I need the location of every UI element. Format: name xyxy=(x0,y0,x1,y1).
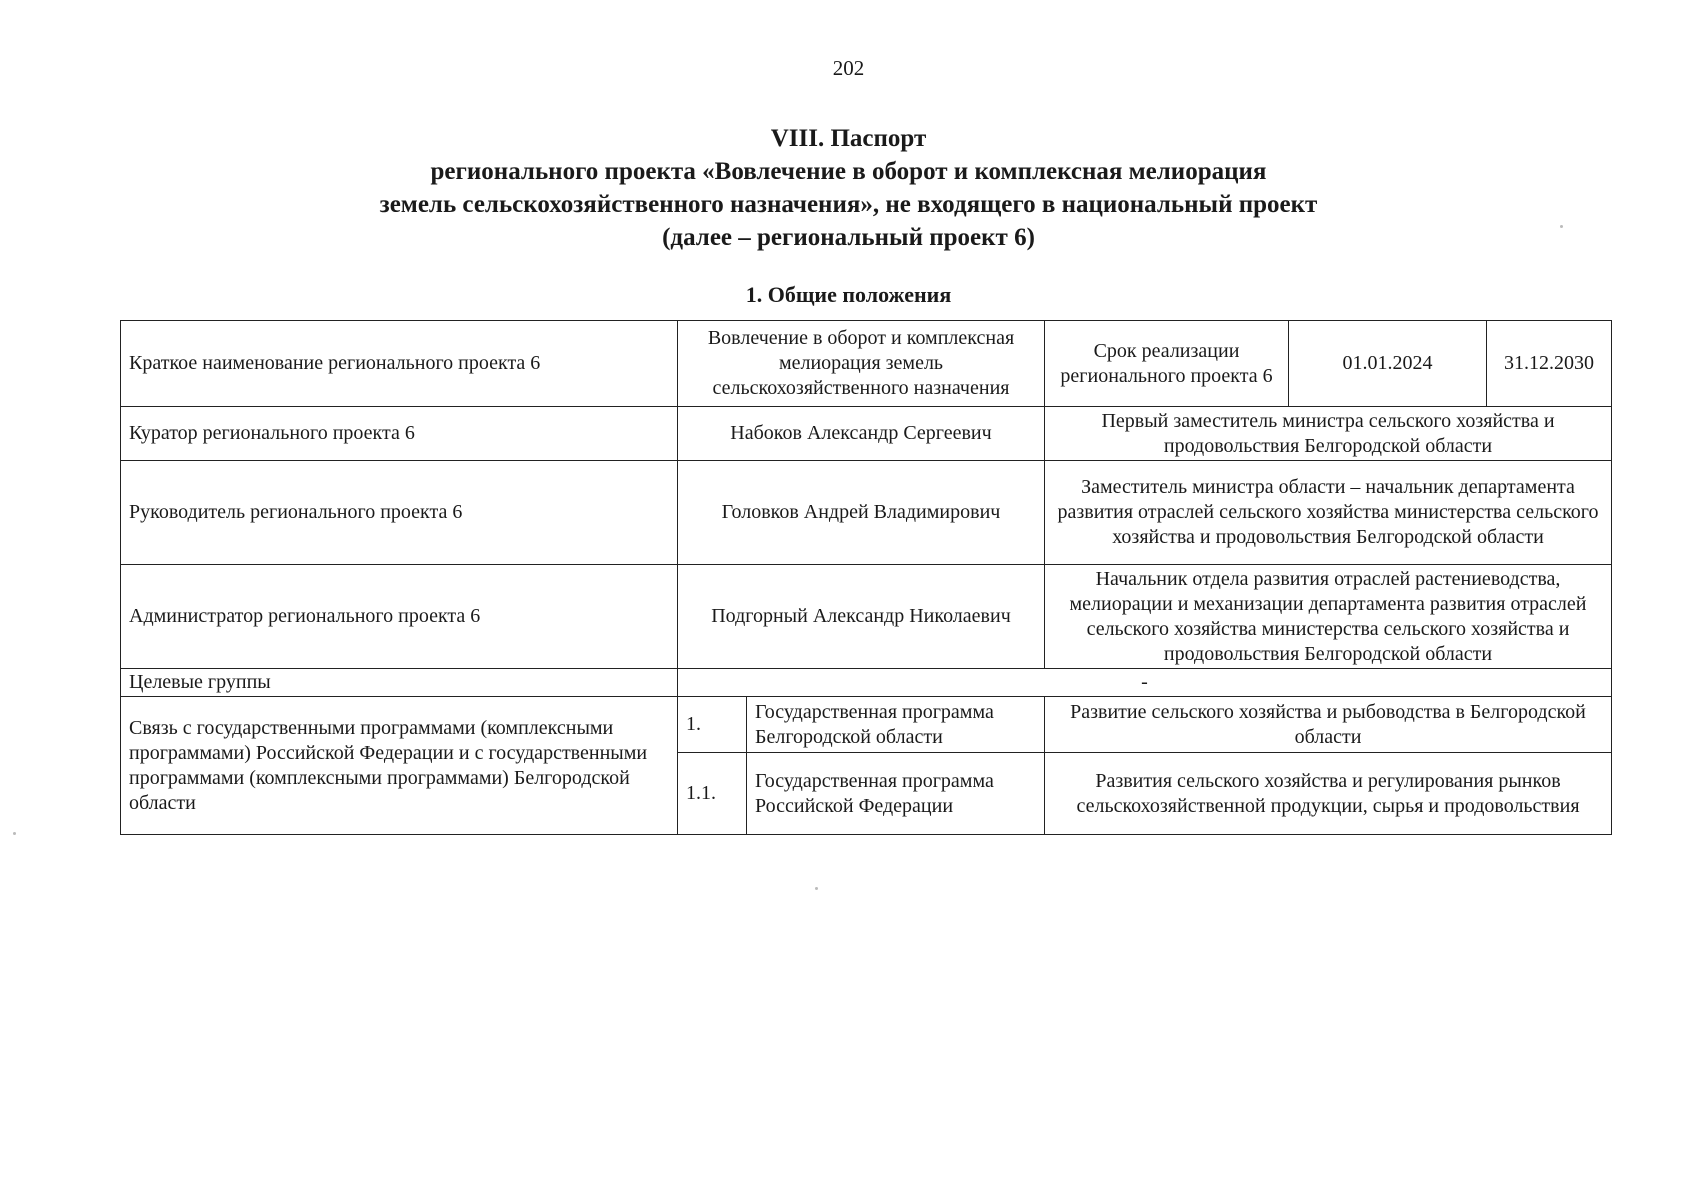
scan-speck xyxy=(815,887,818,890)
page-number: 202 xyxy=(832,56,865,80)
term-label: Срок реализации регионального проекта 6 xyxy=(1045,321,1289,407)
passport-table xyxy=(120,320,1612,835)
target-groups-label: Целевые группы xyxy=(121,669,678,697)
program-type: Государственная программа Российской Федерации xyxy=(747,753,1045,835)
table-row-curator xyxy=(121,407,1612,461)
short-name-value: Вовлечение в оборот и комплексная мелиорация земель сельскохозяйственного назначения xyxy=(678,321,1045,407)
curator-label: Куратор регионального проекта 6 xyxy=(121,407,678,461)
scan-speck xyxy=(13,832,16,835)
table-row-program-link xyxy=(121,697,1612,753)
program-type: Государственная программа Белгородской области xyxy=(747,697,1045,753)
start-date: 01.01.2024 xyxy=(1289,321,1487,407)
program-number: 1. xyxy=(678,697,747,753)
section-heading: 1. Общие положения xyxy=(745,282,952,307)
target-groups-value: - xyxy=(678,669,1612,697)
title-line-3: земель сельскохозяйственного назначения», не входящего в национальный проект xyxy=(379,191,1318,218)
table-row-administrator xyxy=(121,565,1612,669)
curator-position: Первый заместитель министра сельского хозяйства и продовольствия Белгородской области xyxy=(1045,407,1612,461)
curator-name: Набоков Александр Сергеевич xyxy=(678,407,1045,461)
head-position: Заместитель министра области – начальник департамента развития отраслей сельского хозяйства министерства сельского хозяйства и продовольствия Белгородской области xyxy=(1045,461,1612,565)
document-title xyxy=(0,122,1697,254)
title-line-4: (далее – региональный проект 6) xyxy=(662,224,1035,251)
table-row-short-name xyxy=(121,321,1612,407)
title-line-2: регионального проекта «Вовлечение в оборот и комплексная мелиорация xyxy=(430,158,1267,185)
head-name: Головков Андрей Владимирович xyxy=(678,461,1045,565)
administrator-position: Начальник отдела развития отраслей растениеводства, мелиорации и механизации департамента развития отраслей сельского хозяйства министерства сельского хозяйства и продовольствия Белгородской области xyxy=(1045,565,1612,669)
table-row-head xyxy=(121,461,1612,565)
program-name: Развития сельского хозяйства и регулирования рынков сельскохозяйственной продукции, сырья и продовольствия xyxy=(1045,753,1612,835)
end-date: 31.12.2030 xyxy=(1487,321,1612,407)
program-name: Развитие сельского хозяйства и рыбоводства в Белгородской области xyxy=(1045,697,1612,753)
administrator-name: Подгорный Александр Николаевич xyxy=(678,565,1045,669)
program-number: 1.1. xyxy=(678,753,747,835)
table-row-target-groups xyxy=(121,669,1612,697)
administrator-label: Администратор регионального проекта 6 xyxy=(121,565,678,669)
links-label: Связь с государственными программами (комплексными программами) Российской Федерации и с государственными программами (комплексными программами) Белгородской области xyxy=(121,697,678,835)
head-label: Руководитель регионального проекта 6 xyxy=(121,461,678,565)
short-name-label: Краткое наименование регионального проекта 6 xyxy=(121,321,678,407)
scan-speck xyxy=(1560,225,1563,228)
title-line-1: VIII. Паспорт xyxy=(770,125,927,152)
